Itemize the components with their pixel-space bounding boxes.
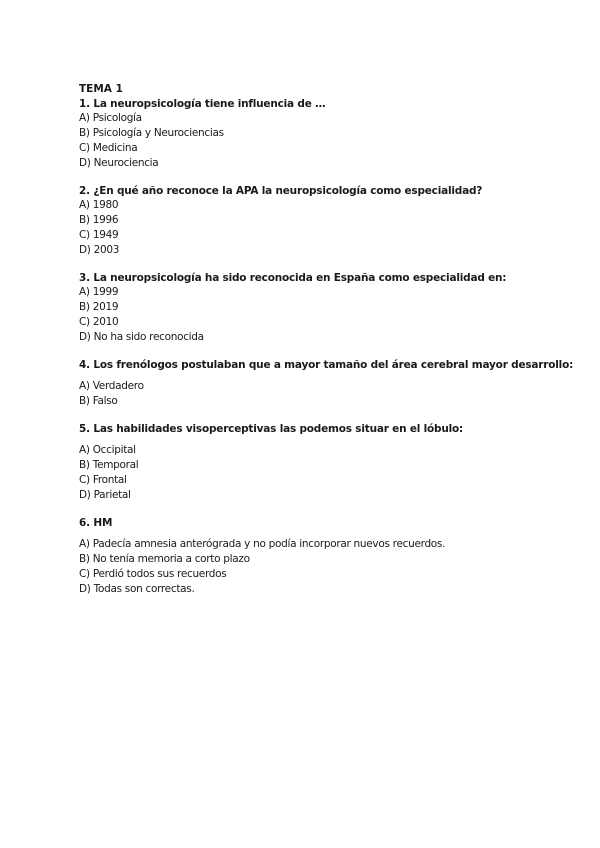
options-list [79, 379, 549, 409]
option-b: B) Falso [79, 395, 118, 407]
question-2 [79, 184, 549, 258]
option-c: C) Medicina [79, 142, 138, 154]
option-a: A) 1980 [79, 199, 119, 211]
option-c: C) 2010 [79, 316, 119, 328]
option-c: C) Frontal [79, 474, 127, 486]
option-d: D) Neurociencia [79, 157, 159, 169]
option-b: B) No tenía memoria a corto plazo [79, 553, 250, 565]
document-title: TEMA 1 [79, 83, 123, 95]
option-b: B) Psicología y Neurociencias [79, 127, 224, 139]
options-list [79, 537, 549, 597]
question-text: 2. ¿En qué año reconoce la APA la neuropsicología como especialidad? [79, 185, 483, 197]
option-b: B) Temporal [79, 459, 139, 471]
question-3 [79, 271, 549, 345]
option-a: A) 1999 [79, 286, 119, 298]
option-d: D) 2003 [79, 244, 120, 256]
question-text: 5. Las habilidades visoperceptivas las podemos situar en el lóbulo: [79, 423, 464, 435]
question-5 [79, 422, 549, 503]
question-text: 3. La neuropsicología ha sido reconocida en España como especialidad en: [79, 272, 507, 284]
document-page [79, 82, 574, 597]
options-list [79, 198, 549, 258]
question-text: 4. Los frenólogos postulaban que a mayor tamaño del área cerebral mayor desarrollo: [79, 359, 574, 371]
option-a: A) Psicología [79, 112, 142, 124]
option-d: D) No ha sido reconocida [79, 331, 204, 343]
options-list [79, 443, 549, 503]
option-b: B) 2019 [79, 301, 119, 313]
option-a: A) Padecía amnesia anterógrada y no podía incorporar nuevos recuerdos. [79, 538, 446, 550]
options-list [79, 285, 549, 345]
option-c: C) Perdió todos sus recuerdos [79, 568, 227, 580]
question-6 [79, 516, 549, 597]
option-d: D) Parietal [79, 489, 131, 501]
option-a: A) Occipital [79, 444, 136, 456]
option-a: A) Verdadero [79, 380, 144, 392]
question-1 [79, 97, 549, 171]
question-4 [79, 358, 574, 409]
option-d: D) Todas son correctas. [79, 583, 195, 595]
option-b: B) 1996 [79, 214, 119, 226]
option-c: C) 1949 [79, 229, 119, 241]
question-text: 1. La neuropsicología tiene influencia de … [79, 98, 326, 110]
options-list [79, 111, 549, 171]
question-text: 6. HM [79, 517, 113, 529]
